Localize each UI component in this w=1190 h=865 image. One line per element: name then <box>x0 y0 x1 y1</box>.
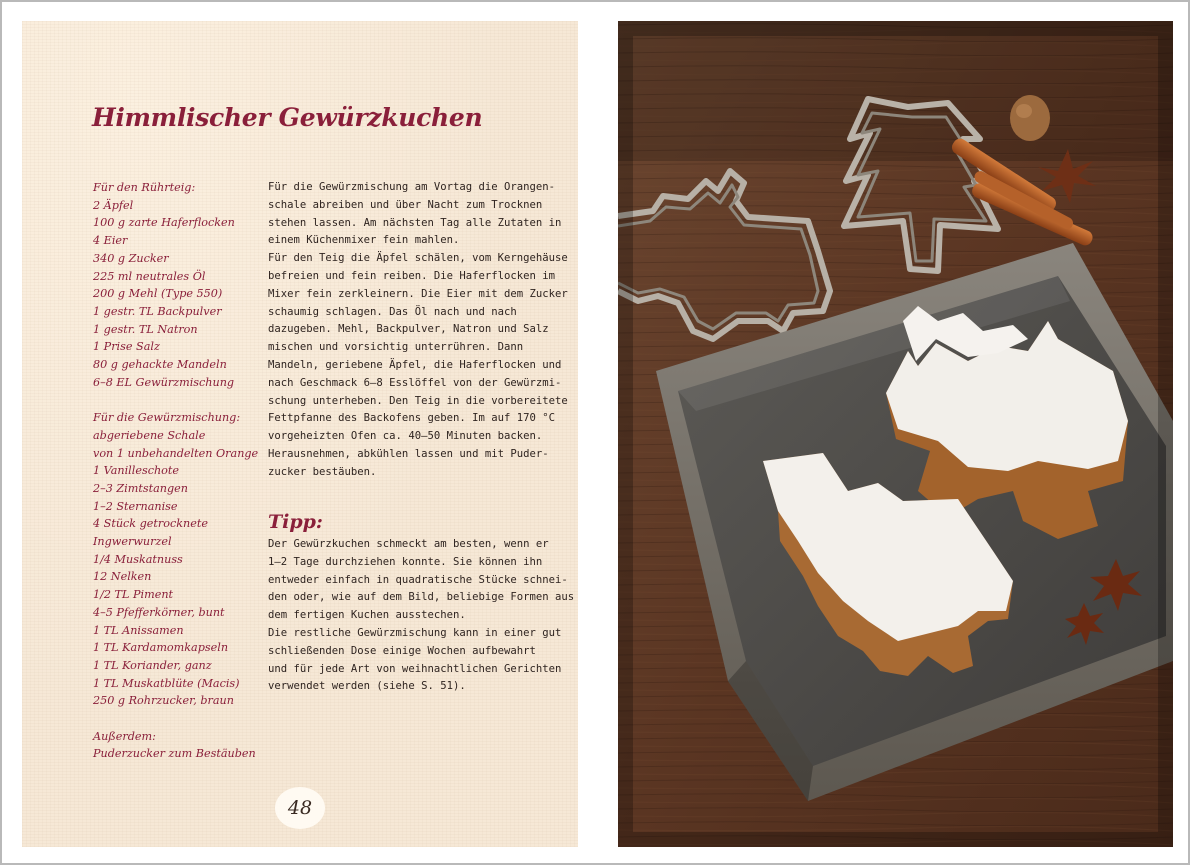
text-line: schale abreiben und über Nacht zum Trocknen <box>268 198 543 211</box>
text-line: schung unterheben. Den Teig in die vorbereitete <box>268 394 568 407</box>
recipe-page <box>22 21 578 847</box>
ingredient-line: 1 TL Muskatblüte (Macis) <box>93 676 240 690</box>
ingredient-line: 1 Vanilleschote <box>93 464 180 478</box>
ingredient-line: abgeriebene Schale <box>93 428 206 442</box>
list-gap <box>93 391 268 409</box>
ingredient-line: 100 g zarte Haferflocken <box>93 216 235 230</box>
text-line: zucker bestäuben. <box>268 465 377 478</box>
text-line: schließenden Dose einige Wochen aufbewahrt <box>268 644 536 657</box>
ingredient-line: 1 TL Anissamen <box>93 623 184 637</box>
ingredient-line: 1 gestr. TL Natron <box>93 322 198 336</box>
page-number: 48 <box>275 787 325 829</box>
ingredient-line: 1/4 Muskatnuss <box>93 552 183 566</box>
ingredient-line: 2 Äpfel <box>93 198 134 212</box>
ingredient-line: 6–8 EL Gewürzmischung <box>93 375 235 389</box>
ingredient-line: 1 TL Koriander, ganz <box>93 658 212 672</box>
ingredient-line: 4 Eier <box>93 234 128 248</box>
text-line: Die restliche Gewürzmischung kann in einer gut <box>268 626 562 639</box>
text-line: stehen lassen. Am nächsten Tag alle Zutaten in <box>268 216 562 229</box>
ingredient-line: 225 ml neutrales Öl <box>93 269 206 283</box>
instructions-text <box>268 179 568 482</box>
ingredient-line: 1 Prise Salz <box>93 340 160 354</box>
ingredient-line: von 1 unbehandelten Orange <box>93 446 259 460</box>
text-line: Für den Teig die Äpfel schälen, vom Kerngehäuse <box>268 252 568 265</box>
text-line: einem Küchenmixer fein mahlen. <box>268 234 460 247</box>
text-line: Der Gewürzkuchen schmeckt am besten, wenn er <box>268 538 549 550</box>
ingredient-line: 1 TL Kardamomkapseln <box>93 641 229 655</box>
text-line: dazugeben. Mehl, Backpulver, Natron und Salz <box>268 323 549 336</box>
ingredient-list <box>93 179 268 763</box>
ingredient-line: 80 g gehackte Mandeln <box>93 358 227 372</box>
ingredient-line: 340 g Zucker <box>93 251 169 265</box>
text-line: nach Geschmack 6–8 Esslöffel von der Gewürzmi- <box>268 376 562 389</box>
ingredient-line: Außerdem: <box>93 729 156 743</box>
text-line: dem fertigen Kuchen ausstechen. <box>268 609 466 622</box>
text-line: vorgeheizten Ofen ca. 40–50 Minuten backen. <box>268 430 543 443</box>
tipp-heading: Tipp: <box>268 511 323 533</box>
list-gap <box>93 710 268 728</box>
text-line: Herausnehmen, abkühlen lassen und mit Puder- <box>268 447 549 460</box>
text-line: schaumig schlagen. Das Öl nach und nach <box>268 305 517 318</box>
ingredient-line: Für die Gewürzmischung: <box>93 411 241 425</box>
nutmeg <box>1010 95 1050 141</box>
ingredient-line: 4 Stück getrocknete <box>93 517 208 531</box>
cake-photo <box>618 21 1173 847</box>
tipp-text <box>268 536 575 696</box>
ingredient-line: Puderzucker zum Bestäuben <box>93 747 256 761</box>
ingredient-line: 1 gestr. TL Backpulver <box>93 304 222 318</box>
recipe-title: Himmlischer Gewürzkuchen <box>92 103 483 132</box>
text-line: entweder einfach in quadratische Stücke schnei- <box>268 573 568 586</box>
text-line: den oder, wie auf dem Bild, beliebige Formen aus <box>268 591 575 604</box>
ingredient-line: 1–2 Sternanise <box>93 499 178 513</box>
text-line: Mandeln, geriebene Äpfel, die Haferflocken und <box>268 358 562 371</box>
text-line: verwendet werden (siehe S. 51). <box>268 680 466 693</box>
ingredient-line: Für den Rührteig: <box>93 181 196 194</box>
text-line: Mixer fein zerkleinern. Die Eier mit dem Zucker <box>268 287 568 300</box>
text-line: Für die Gewürzmischung am Vortag die Orangen- <box>268 181 556 193</box>
ingredient-line: 1/2 TL Piment <box>93 588 174 602</box>
ingredient-line: 12 Nelken <box>93 570 152 584</box>
text-line: 1–2 Tage durchziehen konnte. Sie können ihn <box>268 555 543 568</box>
ingredient-line: 4–5 Pfefferkörner, bunt <box>93 605 225 619</box>
text-line: Fettpfanne des Backofens geben. Im auf 170 °C <box>268 412 556 425</box>
text-line: befreien und fein reiben. Die Haferflocken im <box>268 269 556 282</box>
ingredient-line: 250 g Rohrzucker, braun <box>93 694 234 708</box>
text-line: mischen und vorsichtig unterrühren. Dann <box>268 341 524 354</box>
ingredient-line: 2–3 Zimtstangen <box>93 481 188 495</box>
ingredient-line: 200 g Mehl (Type 550) <box>93 287 223 301</box>
text-line: und für jede Art von weihnachtlichen Gerichten <box>268 662 562 675</box>
ingredient-line: Ingwerwurzel <box>93 535 172 549</box>
